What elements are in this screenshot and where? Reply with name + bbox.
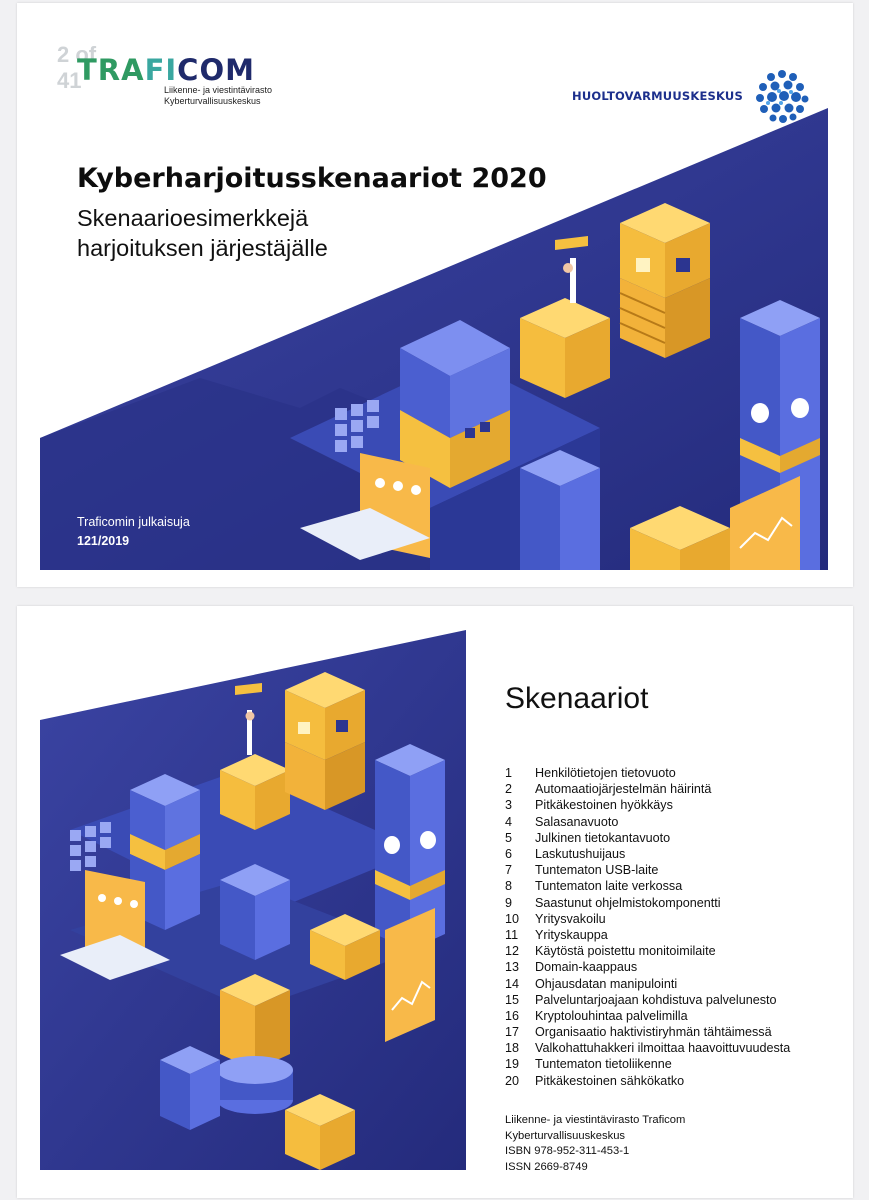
list-item: 3 Pitkäkestoinen hyökkäys: [505, 798, 673, 813]
list-item: 20 Pitkäkestoinen sähkökatko: [505, 1073, 685, 1088]
list-item: 16 Kryptolouhintaa palvelimilla: [505, 1008, 688, 1023]
traficom-sub-line1: Liikenne- ja viestintävirasto: [164, 85, 273, 95]
imprint: [505, 1113, 685, 1176]
document-subtitle: Skenaarioesimerkkejä harjoituksen järjestäjälle: [77, 205, 328, 261]
hvk-name: HUOLTOVARMUUSKESKUS: [572, 89, 743, 103]
traficom-sub-line2: Kyberturvallisuuskeskus: [164, 96, 261, 106]
list-item: 11 Yrityskauppa: [505, 927, 608, 942]
contents-title: Skenaariot: [505, 682, 649, 715]
list-item: 4 Salasanavuoto: [505, 814, 619, 829]
globe-mosaic-icon: [753, 67, 811, 125]
list-item: 17 Organisaatio haktivistiryhmän tähtäimessä: [505, 1025, 772, 1040]
imprint-publisher: Liikenne- ja viestintävirasto Traficom: [505, 1114, 686, 1126]
publication-number: 121/2019: [77, 534, 130, 548]
huoltovarmuuskeskus-logo: [572, 67, 811, 125]
list-item: 12 Käytöstä poistettu monitoimilaite: [505, 944, 716, 959]
list-item: 19 Tuntematon tietoliikenne: [505, 1057, 672, 1072]
list-item: 14 Ohjausdatan manipulointi: [505, 976, 678, 991]
list-item: 1 Henkilötietojen tietovuoto: [505, 766, 676, 781]
cover-page: [17, 3, 853, 587]
traficom-wordmark: TRAFICOM: [77, 53, 255, 87]
list-item: 8 Tuntematon laite verkossa: [505, 879, 683, 894]
document-title: Kyberharjoitusskenaariot 2020: [77, 163, 547, 194]
list-item: 13 Domain-kaappaus: [505, 960, 638, 975]
isometric-cyber-illustration-2: [40, 630, 466, 1170]
imprint-isbn: ISBN 978-952-311-453-1: [505, 1145, 630, 1158]
traficom-logo: [77, 55, 272, 107]
scenario-list: [505, 765, 790, 1089]
list-item: 15 Palveluntarjoajaan kohdistuva palvelunesto: [505, 992, 777, 1007]
list-item: 5 Julkinen tietokantavuoto: [505, 830, 671, 845]
list-item: 6 Laskutushuijaus: [505, 847, 626, 862]
list-item: 10 Yritysvakoilu: [505, 911, 606, 926]
publication-series: Traficomin julkaisuja: [77, 515, 190, 529]
list-item: 2 Automaatiojärjestelmän häirintä: [505, 782, 712, 797]
imprint-unit: Kyberturvallisuuskeskus: [505, 1129, 626, 1142]
contents-page: [17, 606, 853, 1198]
list-item: 18 Valkohattuhakkeri ilmoittaa haavoittuvuudesta: [505, 1041, 791, 1056]
imprint-issn: ISSN 2669-8749: [505, 1161, 588, 1174]
ghost-page-counter: 2 of 41: [57, 42, 97, 93]
list-item: 9 Saastunut ohjelmistokomponentti: [505, 895, 721, 910]
list-item: 7 Tuntematon USB-laite: [505, 863, 659, 878]
